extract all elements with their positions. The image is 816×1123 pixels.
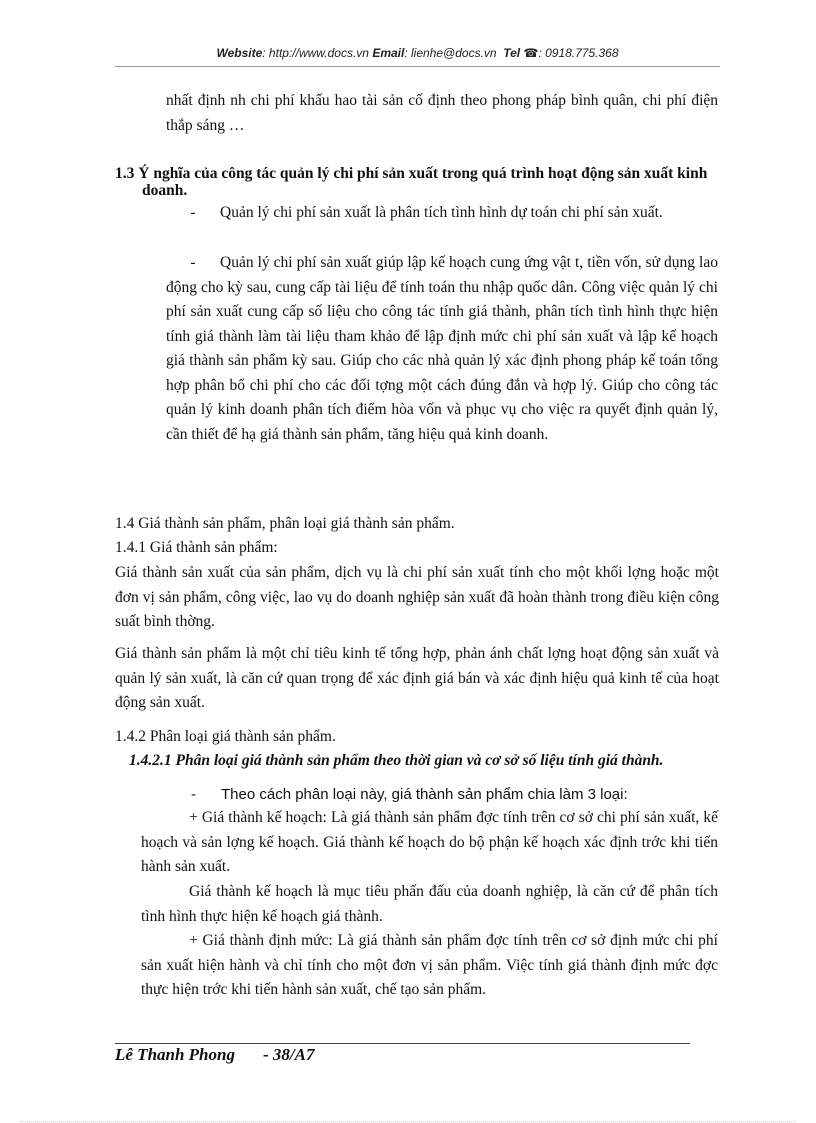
heading-1-4-2: 1.4.2 Phân loại giá thành sản phẩm.: [115, 728, 336, 745]
website-label: Website: [216, 46, 263, 60]
heading-1-3: 1.3 Ý nghĩa của công tác quản lý chi phí sản xuất trong quá trình hoạt động sản xuất kinh doanh.: [115, 165, 708, 199]
section-1-4-1-paragraph-a: Giá thành sản xuất của sản phẩm, dịch vụ là chi phí sản xuất tính cho một khối lợng hoặc một đơn vị sản phẩm, công việc, lao vụ do doanh nghiệp sản xuất đã hoàn thành trong điều kiện công suất bình thờng.: [115, 564, 719, 630]
plan-objective-paragraph: Giá thành kế hoạch là mục tiêu phấn đấu của doanh nghiệp, là căn cứ để phân tích tình hình thực hiện kế hoạch giá thành.: [141, 883, 718, 925]
footer-divider: [115, 1043, 690, 1044]
dash-marker: -: [190, 254, 196, 271]
page-header: [115, 46, 720, 60]
intro-paragraph: nhất định nh chi phí khấu hao tài sản cố định theo phong pháp bình quân, chi phí điện thắp sáng …: [166, 92, 718, 134]
heading-1-4: 1.4 Giá thành sản phẩm, phân loại giá thành sản phẩm.: [115, 515, 455, 532]
section-1-3-item-b: [166, 251, 718, 447]
page-footer: [115, 1045, 314, 1065]
section-1-4-2-1-paragraph-a-text: Theo cách phân loại này, giá thành sản phẩm chia làm 3 loại:: [221, 786, 628, 803]
section-1-4-1-paragraph-b: Giá thành sản phẩm là một chỉ tiêu kinh tế tổng hợp, phản ánh chất lợng hoạt động sản xuất và quản lý sản xuất, là căn cứ quan trọng để xác định giá bán và xác định hiệu quả kinh tế của hoạt động sản xuất.: [115, 645, 719, 711]
heading-1-4-2-1: 1.4.2.1 Phân loại giá thành sản phẩm theo thời gian và cơ sở số liệu tính giá thành.: [129, 752, 664, 769]
header-divider: [115, 66, 720, 67]
email-label: Email: [372, 46, 405, 60]
website-url: : http://www.docs.vn: [262, 46, 369, 60]
section-1-3-item-a: [166, 201, 718, 226]
tel-label: Tel ☎: [503, 46, 539, 60]
section-1-4-2-1-paragraph-a: [166, 783, 718, 808]
page-bottom-border: [20, 1121, 796, 1122]
email-value: : lienhe@docs.vn: [404, 46, 497, 60]
footer-code: - 38/A7: [262, 1045, 315, 1064]
dash-marker: -: [190, 204, 196, 221]
tel-value: : 0918.775.368: [538, 46, 619, 60]
norm-price-paragraph: + Giá thành định mức: Là giá thành sản phẩm đợc tính trên cơ sở định mức chi phí sản xuất hiện hành và chỉ tính cho một đơn vị sản phẩm. Việc tính giá thành định mức đợc thực hiện trớc khi tiến hành sản xuất, chế tạo sản phẩm.: [141, 932, 718, 998]
section-1-3-item-a-text: Quản lý chi phí sản xuất là phân tích tình hình dự toán chi phí sản xuất.: [220, 204, 663, 221]
plan-price-paragraph: + Giá thành kế hoạch: Là giá thành sản phẩm đợc tính trên cơ sở chi phí sản xuất, kế hoạch và sản lợng kế hoạch. Giá thành kế hoạch do bộ phận kế hoạch xác định trớc khi tiến hành sản xuất.: [141, 809, 718, 875]
heading-1-4-1: 1.4.1 Giá thành sản phẩm:: [115, 539, 278, 556]
footer-author: Lê Thanh Phong: [115, 1045, 235, 1064]
dash-marker: -: [191, 786, 196, 803]
section-1-3-item-b-text: Quản lý chi phí sản xuất giúp lập kế hoạch cung ứng vật t, tiền vốn, sử dụng lao động cho kỳ sau, cung cấp tài liệu để tính toán thu nhập quốc dân. Công việc quản lý chi phí sản xuất cung cấp số liệu cho công tác tính giá thành, phân tích tình hình thực hiện tính giá thành làm tài liệu tham khảo để lập định mức chi phí sản xuất và lập kế hoạch giá thành sản phẩm kỳ sau. Giúp cho các nhà quản lý xác định phong pháp kế toán tổng hợp phân bổ chi phí cho các đối tợng một cách đúng đắn và hợp lý. Giúp cho công tác quản lý kinh doanh phân tích điểm hòa vốn và phục vụ cho việc ra quyết định quản lý, cần thiết để hạ giá thành sản phẩm, tăng hiệu quả kinh doanh.: [166, 254, 718, 443]
